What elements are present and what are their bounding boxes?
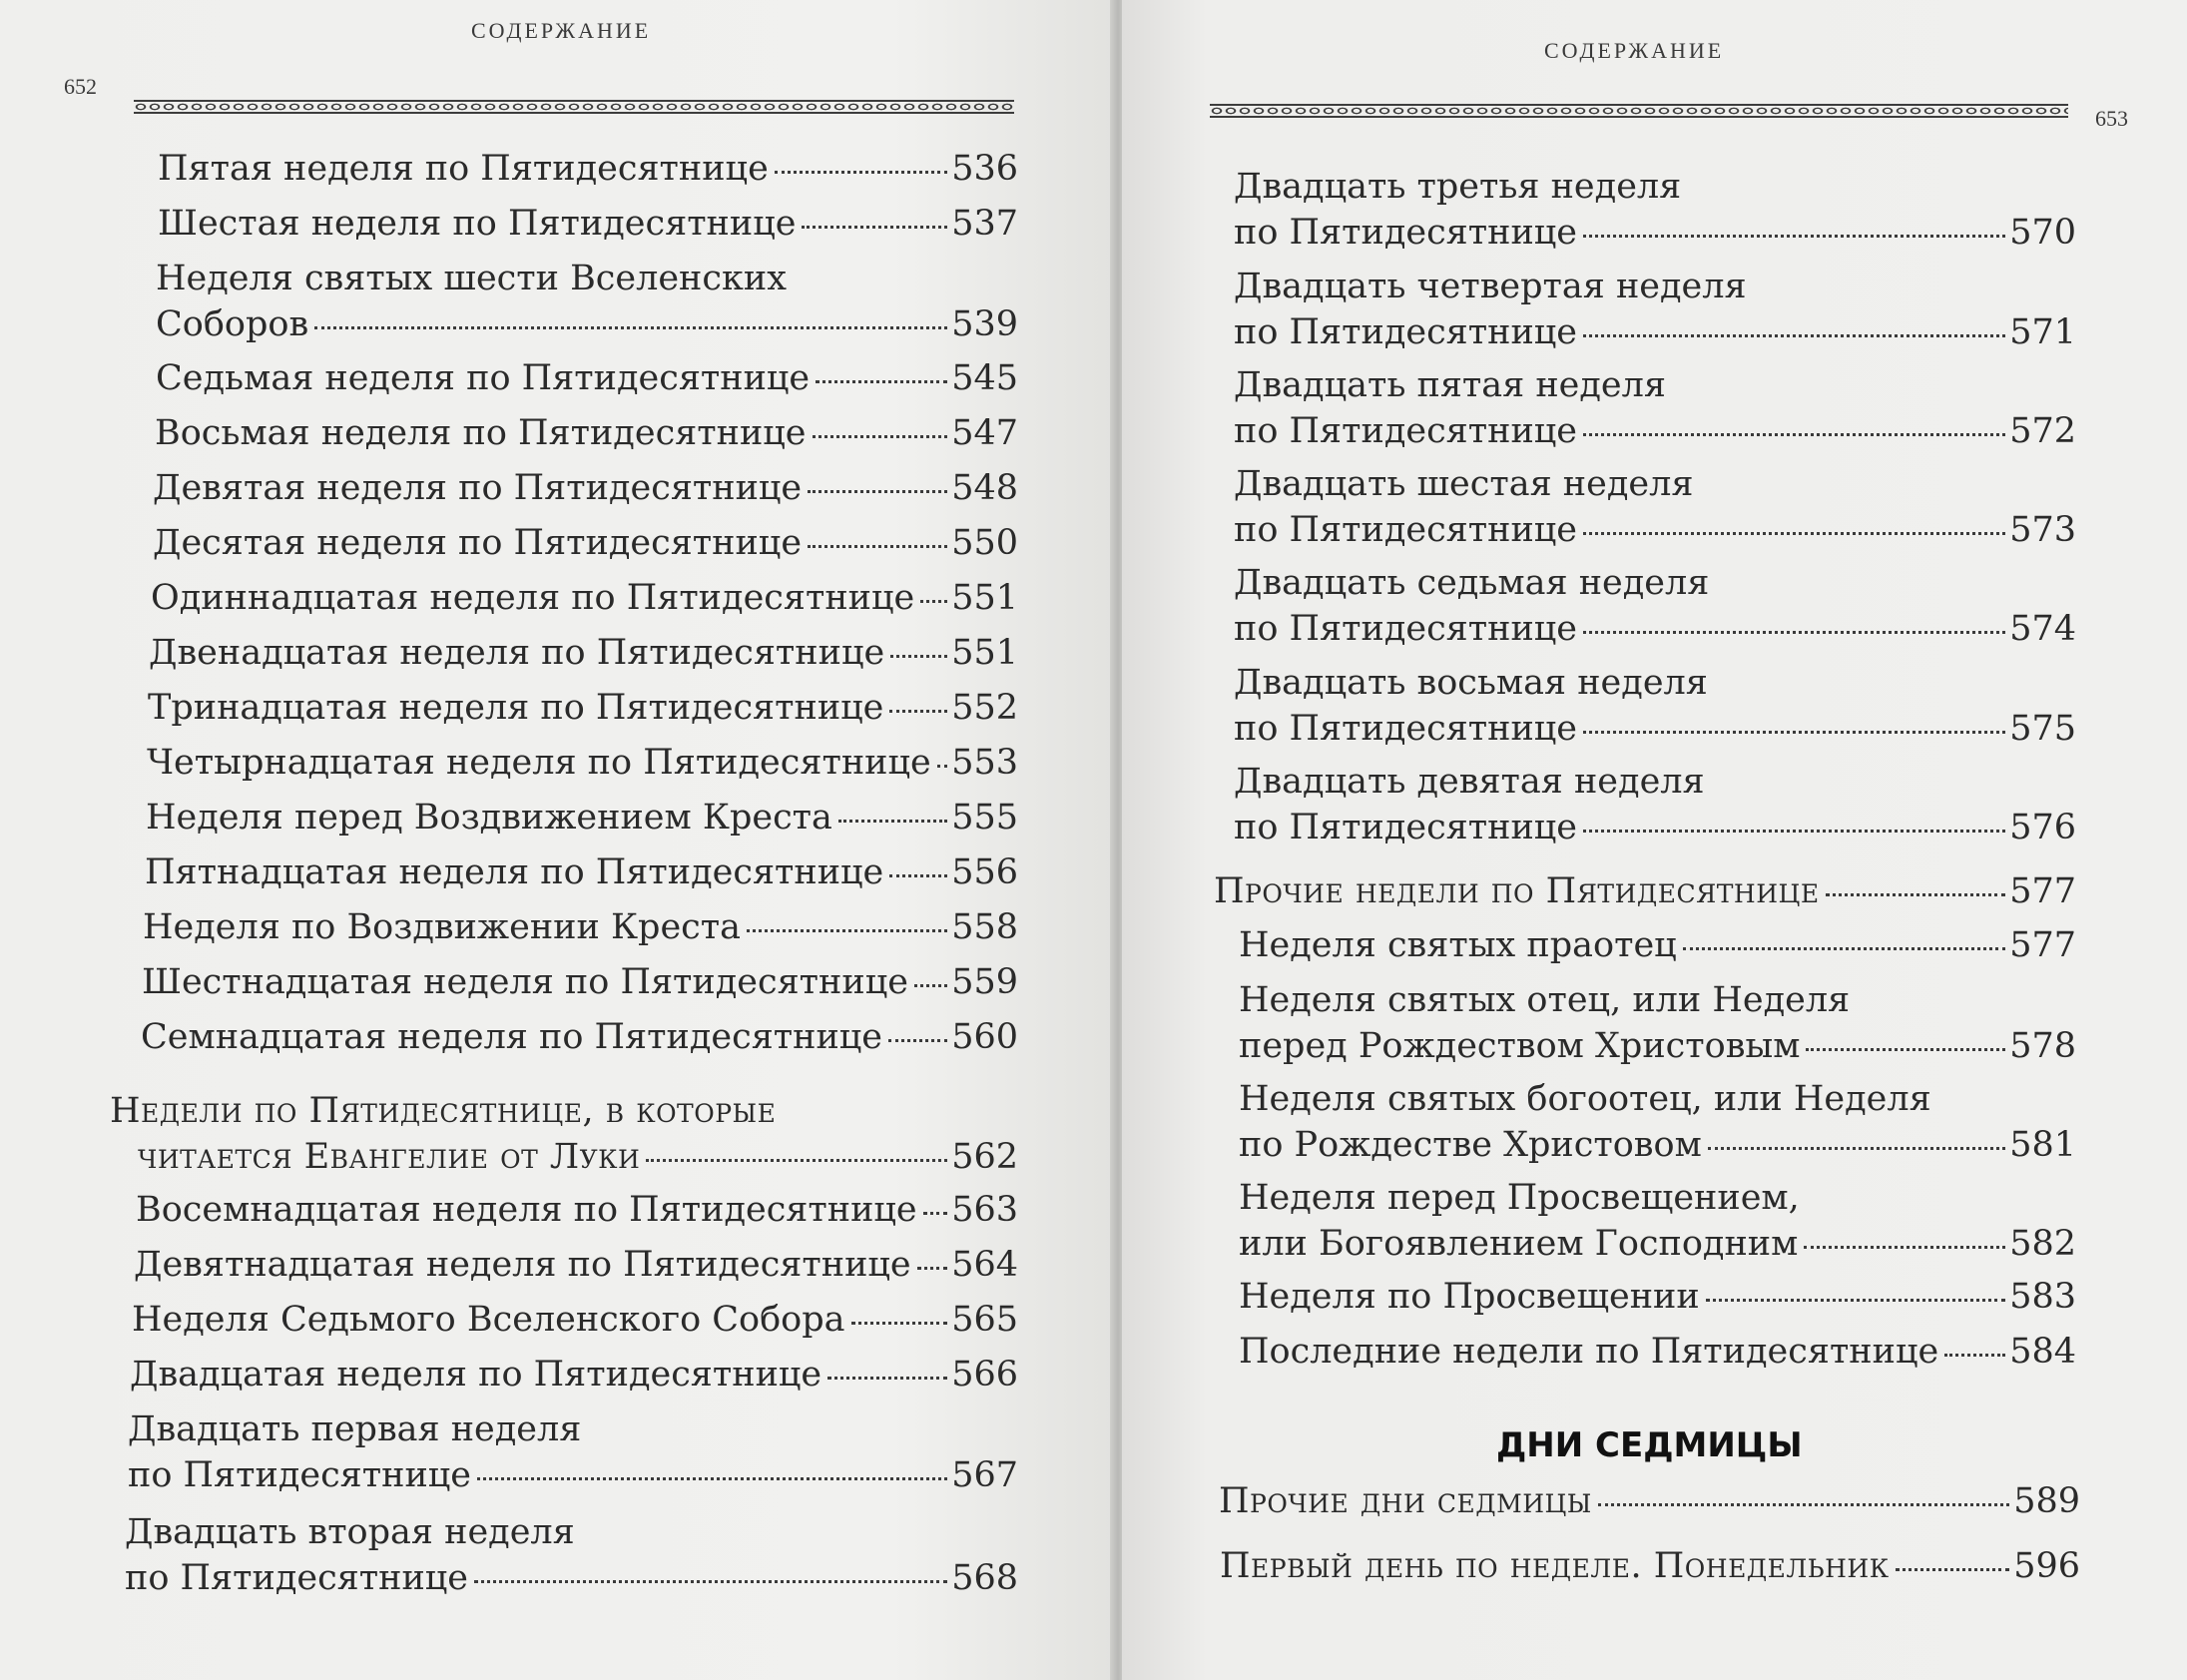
running-head: СОДЕРЖАНИЕ: [1544, 38, 1725, 63]
entry-title: по Пятидесятнице: [1234, 709, 1578, 749]
entry-title: по Пятидесятнице: [1234, 312, 1578, 352]
entry-title: Пятая неделя по Пятидесятнице: [158, 149, 769, 189]
page-ref: 566: [951, 1355, 1018, 1395]
entry-title: Неделя по Просвещении: [1239, 1277, 1700, 1317]
page-ref: 564: [951, 1245, 1018, 1285]
entry-title: по Пятидесятнице: [128, 1455, 472, 1495]
toc-entry: [1219, 1478, 2080, 1524]
page-number: 652: [64, 74, 97, 99]
entry-title: по Пятидесятнице: [1234, 510, 1578, 550]
dot-leader: [808, 545, 947, 548]
toc-entry: [1220, 1543, 2080, 1589]
decorative-rule: [134, 96, 1014, 118]
page-ref: 584: [2009, 1332, 2076, 1372]
page-ref: 582: [2009, 1224, 2076, 1264]
entry-title: Неделя перед Воздвижением Креста: [146, 798, 832, 838]
toc-entry: [156, 256, 1018, 347]
toc-entry: [132, 1297, 1018, 1343]
page-ref: 552: [951, 688, 1018, 728]
entry-title: Двадцать вторая неделя: [125, 1512, 575, 1552]
entry-title: Двадцать седьмая неделя: [1234, 563, 1710, 603]
toc-entry: [1214, 868, 2076, 914]
entry-title: читается Евангелие от Луки: [138, 1137, 641, 1177]
dot-leader: [747, 929, 947, 932]
page-ref: 572: [2009, 411, 2076, 451]
entry-title: Седьмая неделя по Пятидесятнице: [156, 358, 811, 398]
entry-title: перед Рождеством Христовым: [1239, 1026, 1801, 1066]
toc-entry: [142, 959, 1018, 1005]
page-ref: 551: [951, 578, 1018, 618]
toc-entry: [1234, 660, 2076, 752]
entry-title: Неделя Седьмого Вселенского Собора: [132, 1300, 845, 1340]
dot-leader: [914, 984, 947, 987]
page-ref: 553: [951, 743, 1018, 783]
entry-title: Двадцать пятая неделя: [1234, 365, 1666, 405]
dot-leader: [1806, 1048, 2005, 1051]
toc-entry: [1239, 1329, 2076, 1375]
page-ref: 596: [2013, 1546, 2080, 1586]
toc-entry: [143, 904, 1018, 950]
right-page: [1122, 0, 2187, 1680]
entry-title: Двадцать третья неделя: [1234, 167, 1682, 207]
page-number: 653: [2095, 106, 2128, 131]
entry-title: по Пятидесятнице: [1234, 411, 1578, 451]
page-ref: 536: [951, 149, 1018, 189]
section-heading: ДНИ СЕДМИЦЫ: [1496, 1425, 1803, 1465]
toc-entry: [134, 1242, 1018, 1288]
dot-leader: [816, 380, 947, 383]
entry-title: Неделя святых шести Вселенских: [156, 259, 787, 298]
dot-leader: [1598, 1503, 2009, 1506]
dot-leader: [851, 1322, 948, 1325]
entry-title: по Пятидесятнице: [1234, 213, 1578, 253]
dot-leader: [477, 1477, 947, 1480]
entry-title: по Рождестве Христовом: [1239, 1125, 1702, 1165]
dot-leader: [1583, 631, 2005, 634]
entry-title: Двадцать первая неделя: [128, 1409, 582, 1449]
dot-leader: [314, 326, 947, 329]
page-ref: 545: [951, 358, 1018, 398]
entry-title: Шестая неделя по Пятидесятнице: [158, 204, 797, 244]
dot-leader: [1708, 1147, 2005, 1150]
entry-title: Соборов: [156, 304, 309, 344]
dot-leader: [920, 600, 947, 603]
toc-entry: [1239, 922, 2076, 968]
dot-leader: [888, 1039, 947, 1042]
entry-title: Девятнадцатая неделя по Пятидесятнице: [134, 1245, 911, 1285]
entry-title: Тринадцатая неделя по Пятидесятнице: [148, 688, 884, 728]
page-ref: 562: [951, 1137, 1018, 1177]
page-ref: 555: [951, 798, 1018, 838]
entry-title: Пятнадцатая неделя по Пятидесятнице: [145, 852, 884, 892]
entry-title: или Богоявлением Господним: [1239, 1224, 1799, 1264]
toc-entry: [146, 795, 1018, 840]
page-ref: 568: [951, 1558, 1018, 1598]
running-head: СОДЕРЖАНИЕ: [471, 18, 652, 43]
entry-title: Неделя святых отец, или Неделя: [1239, 980, 1851, 1020]
entry-title: Десятая неделя по Пятидесятнице: [153, 523, 803, 563]
entry-title: Недели по Пятидесятнице, в которые: [110, 1091, 777, 1131]
toc-entry: [155, 410, 1018, 456]
dot-leader: [1583, 830, 2005, 833]
toc-entry: [1234, 759, 2076, 850]
dot-leader: [1683, 947, 2006, 950]
toc-entry: [1239, 1076, 2076, 1168]
page-ref: 581: [2009, 1125, 2076, 1165]
page-ref: 567: [951, 1455, 1018, 1495]
dot-leader: [889, 874, 947, 877]
dot-leader: [1583, 532, 2005, 535]
entry-title: Прочие недели по Пятидесятнице: [1214, 871, 1820, 911]
toc-entry: [1234, 560, 2076, 652]
page-ref: 574: [2009, 609, 2076, 649]
page-ref: 548: [951, 468, 1018, 508]
entry-title: Двадцать четвертая неделя: [1234, 267, 1747, 306]
dot-leader: [1706, 1299, 2005, 1302]
entry-title: Первый день по неделе. Понедельник: [1220, 1546, 1890, 1586]
page-ref: 578: [2009, 1026, 2076, 1066]
dot-leader: [890, 655, 947, 658]
dot-leader: [1826, 893, 2006, 896]
page-ref: 571: [2009, 312, 2076, 352]
page-ref: 556: [951, 852, 1018, 892]
page-ref: 563: [951, 1190, 1018, 1230]
page-ref: 551: [951, 633, 1018, 673]
toc-entry: [130, 1352, 1018, 1398]
dot-leader: [838, 820, 947, 823]
decorative-rule: [1210, 100, 2068, 122]
toc-entry: [125, 1509, 1018, 1601]
page-ref: 573: [2009, 510, 2076, 550]
toc-entry: [158, 146, 1018, 192]
toc-entry: [1234, 461, 2076, 553]
toc-entry: [153, 520, 1018, 566]
page-ref: 575: [2009, 709, 2076, 749]
entry-title: Двадцать восьмая неделя: [1234, 663, 1708, 703]
dot-leader: [775, 171, 947, 174]
dot-leader: [889, 710, 947, 713]
toc-entry: [158, 201, 1018, 247]
dot-leader: [808, 490, 947, 493]
page-ref: 570: [2009, 213, 2076, 253]
dot-leader: [474, 1580, 947, 1583]
toc-entry: [145, 849, 1018, 895]
toc-entry: [147, 740, 1018, 786]
page-ref: 558: [951, 907, 1018, 947]
entry-title: Двадцать девятая неделя: [1234, 762, 1705, 802]
toc-entry: [141, 1014, 1018, 1060]
dot-leader: [646, 1159, 947, 1162]
dot-leader: [1583, 334, 2005, 337]
entry-title: по Пятидесятнице: [125, 1558, 469, 1598]
page-ref: 577: [2009, 871, 2076, 911]
dot-leader: [917, 1267, 948, 1270]
toc-entry: [156, 355, 1018, 401]
entry-title: Двадцать шестая неделя: [1234, 464, 1694, 504]
entry-title: Последние недели по Пятидесятнице: [1239, 1332, 1939, 1372]
entry-title: Четырнадцатая неделя по Пятидесятнице: [147, 743, 931, 783]
page-ref: 560: [951, 1017, 1018, 1057]
page-ref: 537: [951, 204, 1018, 244]
dot-leader: [1583, 731, 2005, 734]
page-ref: 559: [951, 962, 1018, 1002]
entry-title: Одиннадцатая неделя по Пятидесятнице: [151, 578, 915, 618]
toc-entry: [110, 1088, 1018, 1180]
dot-leader: [923, 1212, 948, 1215]
toc-entry: [1239, 977, 2076, 1069]
dot-leader: [1804, 1246, 2005, 1249]
dot-leader: [937, 765, 947, 768]
entry-title: Неделя по Воздвижении Креста: [143, 907, 741, 947]
toc-entry: [1234, 264, 2076, 355]
dot-leader: [1896, 1568, 2010, 1571]
entry-title: по Пятидесятнице: [1234, 808, 1578, 847]
dot-leader: [1583, 433, 2005, 436]
entry-title: по Пятидесятнице: [1234, 609, 1578, 649]
entry-title: Семнадцатая неделя по Пятидесятнице: [141, 1017, 883, 1057]
toc-entry: [128, 1406, 1018, 1498]
entry-title: Восьмая неделя по Пятидесятнице: [155, 413, 807, 453]
toc-entry: [148, 685, 1018, 731]
toc-entry: [1234, 164, 2076, 256]
dot-leader: [1583, 235, 2005, 238]
dot-leader: [1944, 1354, 2005, 1357]
toc-entry: [1234, 362, 2076, 454]
toc-entry: [136, 1187, 1018, 1233]
entry-title: Двадцатая неделя по Пятидесятнице: [130, 1355, 822, 1395]
toc-entry: [151, 575, 1018, 621]
page-ref: 576: [2009, 808, 2076, 847]
page-ref: 550: [951, 523, 1018, 563]
dot-leader: [813, 435, 948, 438]
entry-title: Двенадцатая неделя по Пятидесятнице: [149, 633, 885, 673]
page-ref: 589: [2013, 1481, 2080, 1521]
page-ref: 565: [951, 1300, 1018, 1340]
toc-entry: [1239, 1175, 2076, 1267]
toc-entry: [153, 465, 1018, 511]
entry-title: Девятая неделя по Пятидесятнице: [153, 468, 803, 508]
entry-title: Восемнадцатая неделя по Пятидесятнице: [136, 1190, 917, 1230]
entry-title: Шестнадцатая неделя по Пятидесятнице: [142, 962, 908, 1002]
entry-title: Неделя перед Просвещением,: [1239, 1178, 1800, 1218]
page-ref: 547: [951, 413, 1018, 453]
toc-entry: [1239, 1274, 2076, 1320]
dot-leader: [827, 1377, 947, 1380]
entry-title: Неделя святых праотец: [1239, 925, 1677, 965]
page-ref: 583: [2009, 1277, 2076, 1317]
page-ref: 577: [2009, 925, 2076, 965]
page-ref: 539: [951, 304, 1018, 344]
dot-leader: [802, 226, 947, 229]
entry-title: Прочие дни седмицы: [1219, 1481, 1592, 1521]
entry-title: Неделя святых богоотец, или Неделя: [1239, 1079, 1931, 1119]
toc-entry: [149, 630, 1018, 676]
